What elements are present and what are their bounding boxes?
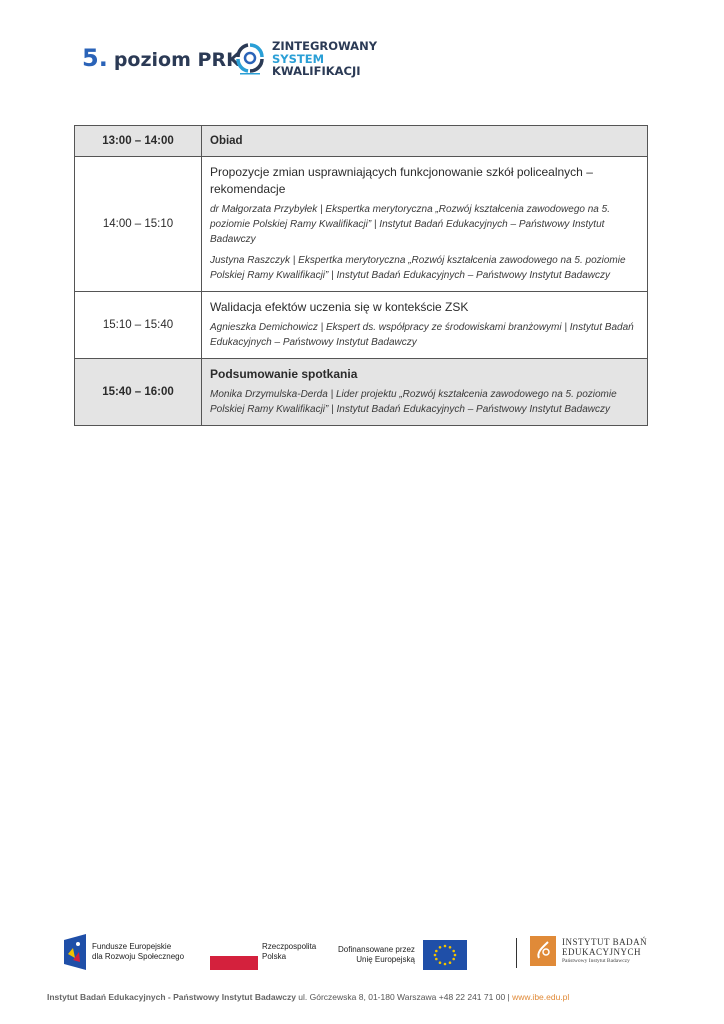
schedule-row (75, 292, 648, 359)
ibe-line-3: Państwowy Instytut Badawczy (562, 958, 630, 964)
schedule-time: 14:00 – 15:10 (75, 157, 202, 292)
fe-logo-block (64, 934, 184, 970)
ibe-logo-block (530, 936, 647, 966)
schedule-time: 15:40 – 16:00 (75, 359, 202, 426)
eu-cofunding-block (338, 940, 467, 970)
zsk-logo-block (234, 40, 377, 78)
schedule-content (202, 157, 648, 292)
website-link[interactable]: www.ibe.edu.pl (512, 992, 570, 1002)
zsk-line-1: ZINTEGROWANY (272, 39, 378, 53)
address-org: Instytut Badań Edukacyjnych - Państwowy Instytut Badawczy (47, 992, 296, 1002)
ibe-line-1: INSTYTUT BADAŃ (562, 937, 648, 947)
level-text: poziom PRK (113, 49, 241, 71)
speaker-info: Justyna Raszczyk | Ekspertka merytoryczna „Rozwój kształcenia zawodowego na 5. poziomie Polskiej Ramy Kwalifikacji” | Instytut Badań Edukacyjnych – Państwowy Instytut Badawczy (210, 255, 626, 281)
schedule-time: 15:10 – 15:40 (75, 292, 202, 359)
speaker-info: Agnieszka Demichowicz | Ekspert ds. współpracy ze środowiskami branżowymi | Instytut Badań Edukacyjnych – Państwowy Instytut Badawczy (210, 322, 634, 348)
rp-logo-block (210, 942, 317, 975)
header-level (82, 44, 241, 72)
session-title: Walidacja efektów uczenia się w kontekście ZSK (210, 300, 469, 314)
schedule-table (74, 125, 648, 426)
schedule-row (75, 157, 648, 292)
session-title: Propozycje zmian usprawniających funkcjonowanie szkół policealnych – rekomendacje (210, 165, 593, 196)
session-title: Podsumowanie spotkania (210, 367, 358, 381)
ue-line-2: Unię Europejską (356, 955, 415, 964)
speaker-info: Monika Drzymulska-Derda | Lider projektu „Rozwój kształcenia zawodowego na 5. poziomie Polskiej Ramy Kwalifikacji” | Instytut Badań Edukacyjnych – Państwowy Instytut Badawczy (210, 389, 617, 415)
poland-flag-icon (210, 942, 258, 970)
rp-line-2: Polska (262, 952, 287, 961)
prk-level-title (82, 44, 241, 72)
schedule-content (202, 292, 648, 359)
schedule-row (75, 359, 648, 426)
footer-logos (0, 934, 724, 974)
ibe-line-2: EDUKACYJNYCH (562, 947, 642, 957)
schedule-time: 13:00 – 14:00 (75, 126, 202, 157)
speaker-info: dr Małgorzata Przybyłek | Ekspertka merytoryczna „Rozwój kształcenia zawodowego na 5. poziomie Polskiej Ramy Kwalifikacji” | Instytut Badań Edukacyjnych – Państwowy Instytut Badawczy (210, 204, 610, 245)
fe-line-1: Fundusze Europejskie (92, 942, 172, 951)
eu-flag-icon (423, 940, 467, 970)
schedule-content (202, 359, 648, 426)
level-number: 5. (82, 44, 108, 72)
rp-line-1: Rzeczpospolita (262, 942, 317, 951)
eu-funds-logo-icon (64, 934, 86, 970)
ibe-logo-icon (530, 936, 556, 966)
schedule-row (75, 126, 648, 157)
zsk-line-2: SYSTEM (272, 51, 325, 66)
ue-line-1: Dofinansowane przez (338, 945, 415, 954)
footer-address (47, 992, 569, 1002)
schedule-title: Obiad (202, 126, 648, 157)
footer-divider (516, 938, 517, 968)
zsk-line-3: KWALIFIKACJI (272, 64, 361, 78)
fe-line-2: dla Rozwoju Społecznego (92, 952, 185, 961)
address-details: ul. Górczewska 8, 01-180 Warszawa +48 22 241 71 00 | (298, 992, 510, 1002)
zsk-logo-icon (234, 41, 266, 77)
